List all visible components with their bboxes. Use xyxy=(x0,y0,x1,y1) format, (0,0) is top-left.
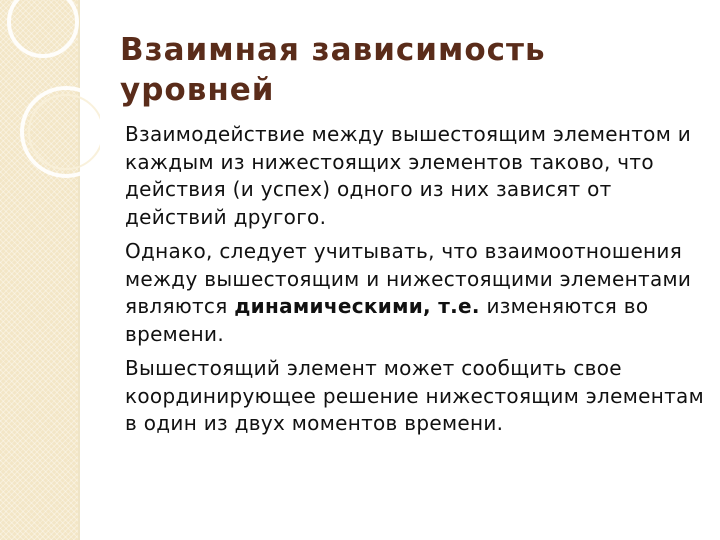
paragraph-dynamics-text-start: Однако, следует учитывать, что взаимоотношения между вышестоящим и нижестоящими элементами являются xyxy=(125,239,692,318)
slide-title-line-1: Взаимная зависимость xyxy=(120,32,546,68)
paragraph-coordination: Вышестоящий элемент может сообщить свое координирующее решение нижестоящим элементам в один из двух моментов времени. xyxy=(125,356,704,435)
paragraph-interaction: Взаимодействие между вышестоящим элементом и каждым из нижестоящих элементов таково, что действия (и успех) одного из них зависят от действий другого. xyxy=(125,122,692,229)
decorative-ring-top xyxy=(9,0,77,56)
paragraph-dynamics-emphasis: динамическими, т.е. xyxy=(234,294,480,318)
slide-title-line-2: уровней xyxy=(120,72,275,108)
slide-title xyxy=(120,30,700,110)
decorative-rings xyxy=(0,0,100,220)
slide-body xyxy=(125,121,705,445)
paragraph-dynamics-text-end: изменяются во времени. xyxy=(125,294,649,346)
decorative-ring-bottom xyxy=(22,88,100,176)
decorative-ring-inner xyxy=(29,95,100,169)
paragraph-dynamics xyxy=(125,238,705,348)
